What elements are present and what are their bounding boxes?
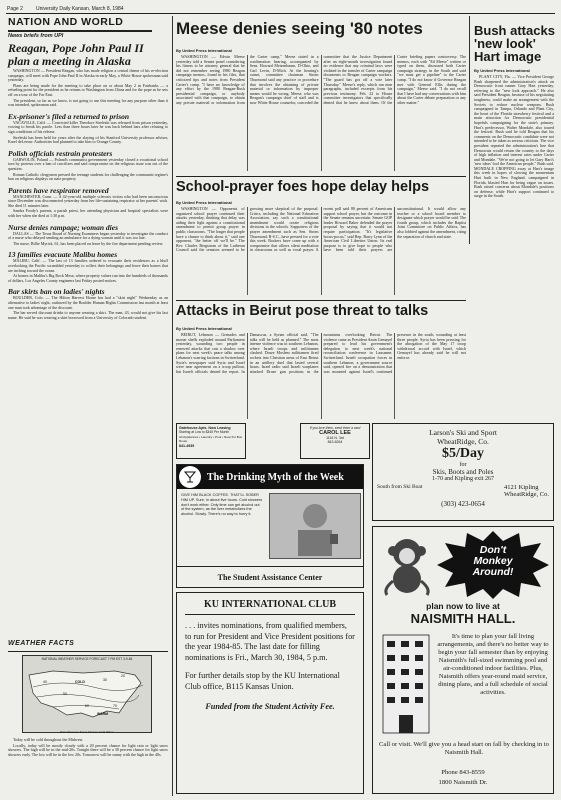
- map-label-20: 20: [121, 674, 125, 678]
- brief-headline-reagan-pope: Reagan, Pope John Paul II plan a meeting in Alaska: [8, 41, 144, 68]
- intl-club-title: KU INTERNATIONAL CLUB: [185, 599, 355, 615]
- gatehouse-ad: [176, 423, 246, 459]
- brief-headline-malibu: 13 families evacuate Malibu homes: [8, 250, 118, 260]
- naismith-body: It's time to plan your fall living arrangements, and there's no better way to begin your fall semester than by enjoying Naismith's full-sized swimming pool and air-conditioned indoor facilities. Plus, Naismith offers year-round maid service, dining plans, and a full schedule of social activities.: [437, 633, 549, 696]
- larsons-shuttle: South from Ski Boat: [377, 484, 423, 490]
- brief-headline-prisoner: Ex-prisoner's filed a returned to prison: [8, 111, 130, 121]
- weather-text: Today will be cold throughout the Midwest. Locally, today will be mostly cloudy with a 20 percent chance for light rain or light snow showers. The high will be in the mid-20s. Tonight there will be a 30 percent chance for light snow showers early. The low will be in the low 20s. Tomorrow will be sunny with the high in the 40s.: [8, 738, 168, 757]
- section-rule: [8, 30, 152, 32]
- column-divider-left: [172, 16, 173, 796]
- intl-club-ad: [176, 592, 364, 794]
- us-map-icon: [23, 661, 151, 725]
- brief-headline-nurse: Nurse denies rampage; woman dies: [8, 222, 119, 232]
- bush-body: PLANT CITY, Fla. — Vice President George Bush sharpened the administration's attack on Democratic front runner Gary Hart yesterday, referring to the "new look approach." He also said President Reagan, because of his negotiating toughness, could make an arrangement with the Soviets to reduce nuclear weapons. Bush campaigned in Tampa, Orlando and Plant City, the heart of the Florida strawberry festival and a main attraction for Democratic presidential hopefuls campaigning for the state's primary. Hart's predecessor, Walter Mondale, also toured the festival. Bush said he told Reagan that his comments on the Democratic candidate were not intended to be taken as serious criticism. The vice president repeated the administration's line that Democrats would return the country to the days of high inflation and interest rates under Carter and Mondale. "We're not going to let Gary Hart's 'new ideas' fool the American people," Bush said. MONDALE CROPPING away at Hart's image this week in hopes of slowing the momentum Hart built in New England, campaigned in Florida, blasted Hart for being vague on issues. Bush raised concerns about Mondale's positions on defense, while Hart's support continued to surge in the South.: [474, 75, 554, 199]
- naismith-name: NAISMITH HALL.: [410, 611, 516, 626]
- naismith-burst-text: Don't Monkey Around!: [472, 544, 514, 578]
- student-assistance-footer: [177, 566, 363, 587]
- larsons-address: 4121 Kipling: [504, 484, 539, 491]
- monkey-icon: [377, 531, 439, 597]
- page-number: Page 2: [7, 6, 23, 12]
- weather-rule: [8, 651, 168, 652]
- gatehouse-price: Starting at Low to $345 Per Month: [179, 430, 230, 434]
- meese-body: WASHINGTON — Edwin Meese yesterday told a Senate panel considering his fitness to be attorney general that he did not remember seeing 1980 Reagan campaign memos, found in his files, that criticized tips and notes from President Carter's camp. "I have no knowledge of any effort by the 1980 Reagan-Bush presidential campaign, or anybody associated with that campaign, to obtain any private material or information from the Carter camp," Meese stated in a confirmation hearing, accompanied by Sens. Howard Metzenbaum, D-Ohio, and Carl Levin, D-Mich. At the hearing's outset, committee chairman Strom Thurmond said any practice or procedure that involves the obtaining of private material or information by improper means would be wrong. Meese, who was Reagan's campaign chief of staff and is now White House counselor, conceded the committee that the Justice Department after an eight-month investigation found no evidence that any criminal laws were violated in the transfer of Carter campaign documents to Reagan campaign workers. "The guard has got off a vote later Thursday." Meese's reply, which ran nine paragraphs, included excerpts from his previous testimony. Feb. 22 to House committee investigators that specifically denied that he knew about them. Of the Carter briefing papers controversy. The memos, each with "Ed Meese" written or typed on them, discussed both Carter campaign strategy in the South and said "we must get a pipeline" to the Carter camp. "I do not know if Governor Reagan met with General Ellis during the campaign," Meese said. "I do not recall that I have had any conversations with him about the Carter debate preparation or any other matter.": [176, 55, 466, 105]
- larsons-exit: 1-70 and Kipling exit 267: [432, 476, 494, 482]
- top-rule: [6, 13, 555, 14]
- dorm-illustration-icon: [379, 631, 433, 735]
- drinking-myth-ad: [176, 464, 364, 588]
- column-divider-right-top: [469, 16, 470, 244]
- weather-heading: WEATHER FACTS: [8, 640, 75, 647]
- intl-club-contact: For further details stop by the KU International Club office, B115 Kansas Union.: [185, 671, 340, 691]
- beirut-body: BEIRUT, Lebanon — Grenades and mortar shells exploded around Parliament yesterday, wounding two people in renewed attacks that cast a shadow over plans for next week's peace talks among Lebanon's warring factions in Switzerland. Syria's newspaper said Syria and Israel were near agreement on a troop pullout, but Israeli officials denied the report. In Damascus, a Syrian official said, "The talks will be held as planned." The most intense violence was in southern Lebanon, where Israeli troops and militiamen clashed. Druze Moslem militiamen fired rockets into Christian areas of East Beirut in an artillery duel that lasted several hours. Israel radio said Israeli warplanes attacked Druze gun positions in the mountains overlooking Beirut. The violence came as President Amin Gemayel prepared to lead his government's delegation to next week's national reconciliation conference in Lausanne, Switzerland. Israeli occupation forces in southern Lebanon, a government source said, opened fire on a demonstration that was mounted against Israel's continued presence in the south, wounding at least three people. Syria has been pressing for the abrogation of the May 17 troop withdrawal accord with Israel, which Gemayel has already said he will not enforce.: [176, 333, 466, 374]
- bush-byline: By United Press International: [474, 68, 530, 73]
- brief-body-malibu: MALIBU, Calif. — The last of 13 families ordered to evacuate their residences as a bluff overlooking the Pacific scrambled yesterday to collect their belongings and leave their homes that are inching toward the ocean. At homes in Malibu's Big Rock Mesa, where property values run into the hundreds of thousands of dollars, Los Angeles County engineers last Friday posted notices.: [8, 259, 168, 283]
- naismith-cta: Call or visit. We'll give you a head start on fall by checking in to Naismith Hall.: [379, 741, 549, 756]
- map-label-cold: COLD: [75, 680, 85, 684]
- drinking-myth-banner: [177, 465, 363, 489]
- starburst-shape: [437, 531, 549, 599]
- carol-lee-address: 1116 N. 3rd: [326, 436, 344, 440]
- weather-map-title: NATIONAL WEATHER SERVICE FORECAST 7 PM EST 3-9-84: [41, 657, 133, 661]
- paper-dateline: University Daily Kansan, March 8, 1984: [36, 6, 124, 12]
- meese-headline: Meese denies seeing '80 notes: [176, 19, 423, 38]
- left-column: [8, 42, 168, 321]
- prayer-byline: By United Press International: [176, 200, 232, 205]
- carol-lee-phone: 843-6264: [327, 440, 343, 444]
- beirut-top-rule: [176, 300, 466, 301]
- student-assistance-name: The Student Assistance Center: [217, 572, 323, 582]
- larsons-price: $5/Day: [442, 446, 484, 461]
- bush-headline: Bush attacks 'new look' Hart image: [474, 23, 555, 64]
- prayer-top-rule: [176, 176, 466, 177]
- cocktail-glass-icon: [179, 466, 201, 488]
- naismith-phone: Phone 843-8559: [441, 769, 485, 776]
- larsons-phone: (303) 423-0654: [441, 500, 485, 508]
- beirut-byline: By United Press International: [176, 326, 232, 331]
- prayer-body: WASHINGTON — Opponents of organized school prayer continued their attacks yesterday, thinking that delay was aiding their fight against a constitutional amendment to permit group prayer in public classrooms. "The longer that people have a chance to think about it," said one opponent, "the better off we'll be." The Rev. Charles Bergstrom of the Lutheran Council said the senators seemed to be growing more skeptical of the proposal. Critics, including the National Education Association, say such a constitutional amendment would create religious divisions in the schools. Supporters of the prayer amendment such as Sen. Strom Thurmond, R-S.C., have pressed for a vote this week. Backers have come up with a compromise that allows silent meditation in classrooms as well as vocal prayer. A recent poll said 80 percent of Americans support school prayer, but the outcome in the Senate remains uncertain. Senate GOP leader Howard Baker defended the prayer proposal by saying that it would not require participation. "It's legislative hocus-pocus," said Rep. Barry Lynn of the American Civil Liberties Union. Its real purpose is to give hope to people who have been told their prayers are unconstitutional. It would allow any teacher or a school board member to designate which prayer would be said. The fourth group, which includes the Baptist Joint Committee on Public Affairs, has also lobbied against the amendment, citing the separation of church and state.: [176, 207, 466, 253]
- gatehouse-features: All Appliances • Laundry • Pool • Near KU Bus Route: [179, 435, 243, 443]
- carol-lee-name: CAROL LEE: [319, 430, 351, 436]
- map-label-40: 40: [43, 680, 47, 684]
- carol-lee-slogan: If you love them, send them a card: [309, 426, 361, 430]
- larsons-ad: [372, 423, 554, 521]
- larsons-items: Skis, Boots and Poles: [432, 468, 494, 476]
- map-label-30: 30: [103, 678, 107, 682]
- beirut-headline: Attacks in Beirut pose threat to talks: [176, 303, 429, 319]
- naismith-ad: [372, 526, 554, 794]
- illustration-image: [269, 493, 361, 559]
- brief-body-nurse: DALLAS — The Texas Board of Nursing Examiners began yesterday to investigate the conduct of a nurse who delayed sending an ambulance for a dying woman until it was too late. The nurse, Billie Myrick, 61, has been placed on leave by the fire department pending review.: [8, 231, 168, 246]
- map-label-60: 60: [85, 704, 89, 708]
- meese-byline: By United Press International: [176, 48, 232, 53]
- naismith-tagline: plan now to live at: [426, 601, 500, 611]
- larsons-city: WheatRidge, Co.: [504, 491, 549, 498]
- brief-body-respirator: MANCHESTER, Conn. — A 42-year-old multiple sclerosis victim who had been unconscious since December was disconnected yesterday from her life-sustaining respirator at her parents' wish. She died 11 minutes later. Sandra Foody's parents, a parish priest, her attending physician and hospital specialists were with her when she died at 1:30 p.m.: [8, 194, 168, 219]
- section-title: NATION AND WORLD: [8, 16, 124, 28]
- brief-headline-polish: Polish officials restrain protesters: [8, 148, 113, 158]
- map-label-70: 70: [113, 704, 117, 708]
- intl-club-funding: Funded from the Student Activity Fee.: [205, 702, 335, 711]
- map-label-warm: WARM: [97, 712, 109, 716]
- brief-body-bar-skirts: BOULDER, Colo. — The Hilton Harvest House bar had a "skirt night" Wednesday as an alternative to ladies' night, outlawed by the Boulder Human Rights Commission last month at least one man took advantage of the discount. The bar served discount drinks to anyone wearing a skirt. The man, 43, would not give his last name. He said he was wearing a skirt borrowed from a University of Colorado student.: [8, 296, 168, 320]
- carol-lee-ad: [300, 423, 370, 459]
- brief-headline-bar-skirts: Bar skirts ban on ladies' nights: [8, 287, 105, 297]
- brief-body-reagan-pope: WASHINGTON — President Reagan, who has made religion a central theme of his re-election campaign, will meet with Pope John Paul II in Alaska in early May, a White House spokesman said yesterday. Plans are being made for the meeting to take place on or about May 2 in Fairbanks — a refueling point for the president as he returns to Washington from China and for the pope as he sets off on a tour of the Far East. The president, so far as we know, is not going to use this meeting for any purpose other than it was intended, spokesman said.: [8, 69, 168, 108]
- drinking-myth-text: GIVE HIM BLACK COFFEE. THAT'LL SOBER HIM UP. Sure, in about five hours. Cold showers don't work either. Only time can get alcohol out of the system, as the liver metabolizes the alcohol. Slowly. There's no way to hurry it.: [181, 493, 263, 517]
- larsons-location: WheatRidge, Co.: [437, 437, 489, 446]
- gatehouse-title: Gatehouse Apts. Now Leasing: [179, 426, 231, 430]
- larsons-name: Larson's Ski and Sport: [429, 428, 497, 437]
- prayer-headline: School-prayer foes hope delay helps: [176, 179, 430, 195]
- drinking-myth-headline: The Drinking Myth of the Week: [207, 471, 344, 483]
- gatehouse-phone: 841-4935: [179, 444, 195, 448]
- naismith-address: 1800 Naismith Dr.: [438, 779, 488, 786]
- weather-map: [22, 655, 152, 733]
- brief-body-polish: GARWOLIN, Poland — Poland's communist government yesterday closed a vocational school torn by protests over a ban of crucifixes and said compromise on the religious issue was out of the question. Roman Catholic clergymen pressed the teenage students for challenging the communist regime's ban on religious displays on state property.: [8, 157, 168, 182]
- intl-club-body: . . . invites nominations, from qualified members, to run for President and Vice President positions for the year 1984-85. The last date for filling nominations is Fri., March 30, 1984, 5 p.m.: [185, 621, 355, 662]
- map-label-50: 50: [63, 692, 67, 696]
- section-kicker: News briefs from UPI: [8, 33, 64, 39]
- brief-headline-respirator: Parents have respirator removed: [8, 185, 109, 195]
- larsons-for: for: [459, 462, 467, 468]
- brief-body-prisoner: VACAVILLE, Calif. — Convicted killer Theodore Streleski was released from prison yesterday, vowing to break his parole. Less than three hours later he was back behind bars after refusing to sign conditions of his release. Streleski has been held for years after the slaying of his Stanford University professor adviser, Karel deLeeuw. Authorities had planned to take him to Orange County.: [8, 120, 168, 145]
- weather-map-legend: Rain Showers Snow Flurries Cold Warm: [60, 730, 114, 734]
